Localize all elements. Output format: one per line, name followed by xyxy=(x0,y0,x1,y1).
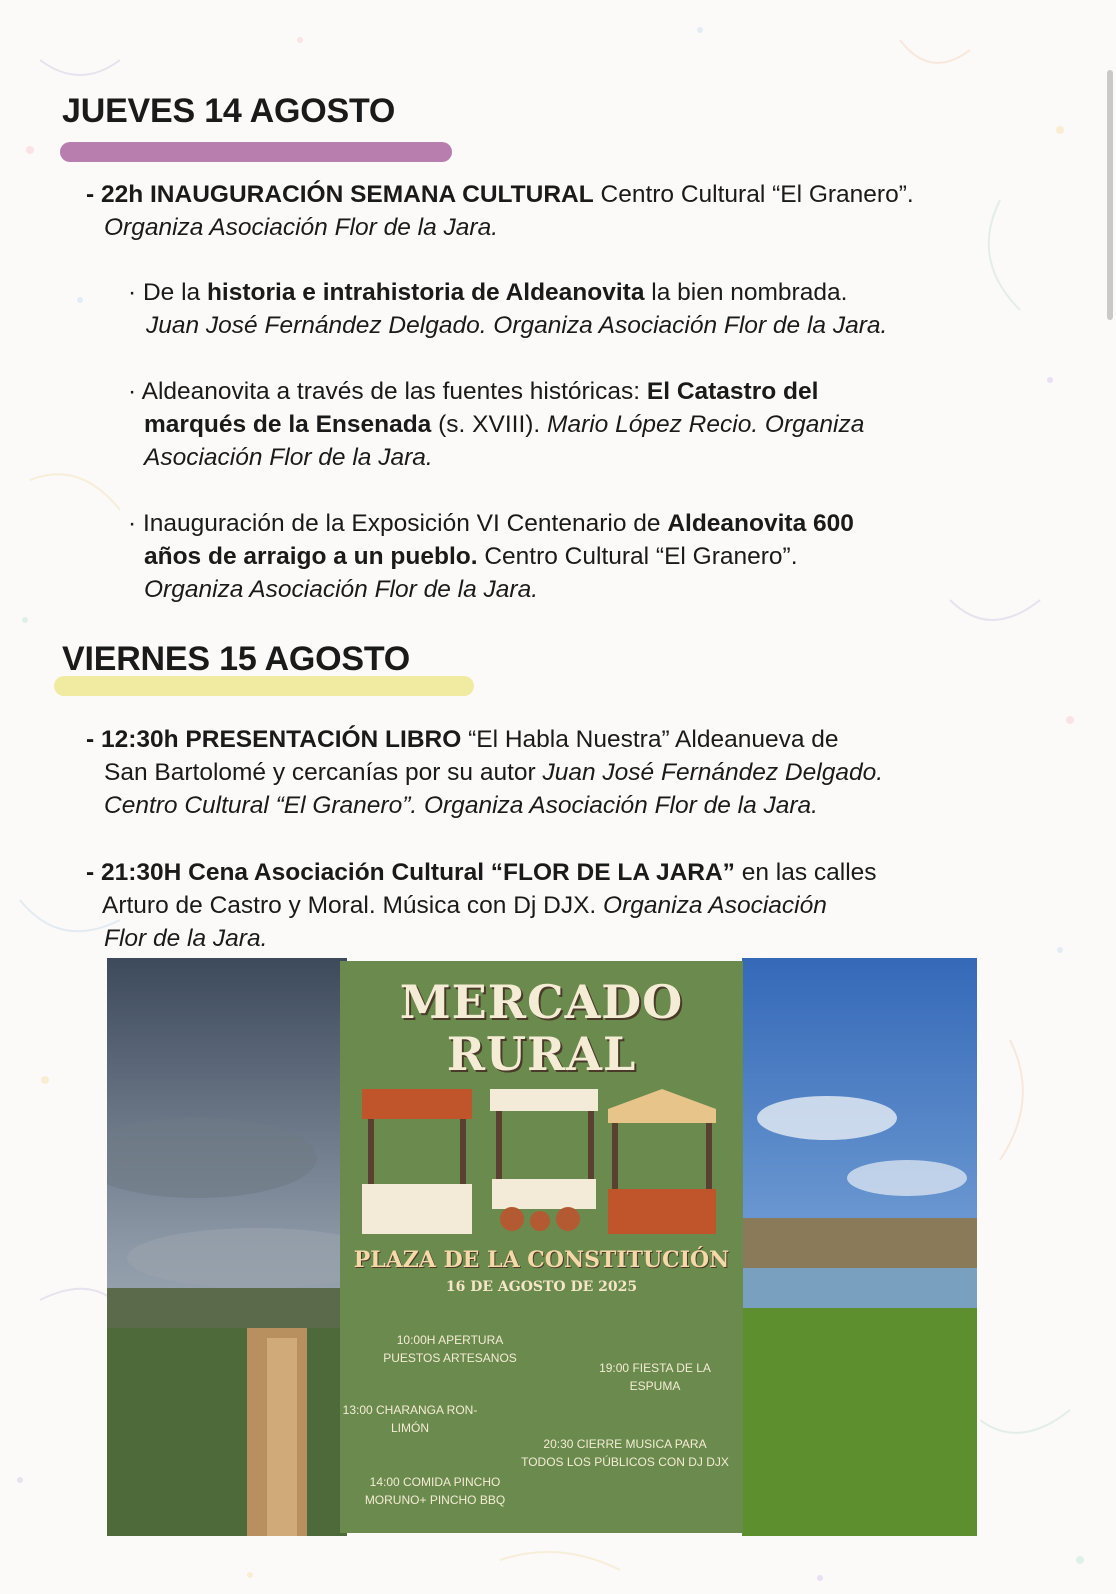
market-stalls-illustration xyxy=(362,1089,722,1239)
heading-underline xyxy=(54,676,474,696)
poster-place: PLAZA DE LA CONSTITUCIÓN xyxy=(353,1247,730,1273)
event-dinner: - 21:30H Cena Asociación Cultural “FLOR DE LA JARA” en las calles Arturo de Castro y Moral. Música con Dj DJX. Organiza Asociación Flor de la Jara. xyxy=(86,859,877,952)
poster-item-charanga: 13:00 CHARANGA RON- LIMÓN xyxy=(342,1403,478,1435)
poster-item-opening: 10:00H APERTURA PUESTOS ARTESANOS xyxy=(383,1333,517,1365)
poster-date: 16 DE AGOSTO DE 2025 xyxy=(445,1279,638,1295)
poster-item-foam-party: 19:00 FIESTA DE LA ESPUMA xyxy=(599,1361,711,1393)
day-heading: JUEVES 14 AGOSTO xyxy=(62,92,396,130)
poster-item-lunch: 14:00 COMIDA PINCHO MORUNO+ PINCHO BBQ xyxy=(364,1475,506,1507)
poster-title-line2: RURAL xyxy=(446,1027,637,1081)
day-heading: VIERNES 15 AGOSTO xyxy=(62,640,411,678)
scrollbar[interactable] xyxy=(1107,70,1113,320)
poster-title-line1: MERCADO xyxy=(399,975,684,1029)
sub-event-exhibition: · Inauguración de la Exposición VI Centenario de Aldeanovita 600 años de arraigo a un pueblo. Centro Cultural “El Granero”. Organiza Asociación Flor de la Jara. xyxy=(128,510,854,603)
sub-event-history: · De la historia e intrahistoria de Aldeanovita la bien nombrada. Juan José Fernández Delgado. Organiza Asociación Flor de la Jara. xyxy=(128,279,888,339)
heading-underline xyxy=(60,142,452,162)
event-inauguration: - 22h INAUGURACIÓN SEMANA CULTURAL Centro Cultural “El Granero”. Organiza Asociación Flor de la Jara. xyxy=(86,181,914,241)
day-section-friday xyxy=(62,640,410,679)
market-poster xyxy=(340,961,743,1533)
day-section-thursday xyxy=(62,92,395,131)
event-book-presentation: - 12:30h PRESENTACIÓN LIBRO “El Habla Nuestra” Aldeanueva de San Bartolomé y cercanías por su autor Juan José Fernández Delgado. Centro Cultural “El Granero”. Organiza Asociación Flor de la Jara. xyxy=(86,726,883,819)
sub-event-catastro: · Aldeanovita a través de las fuentes históricas: El Catastro del marqués de la Ensenada (s. XVIII). Mario López Recio. Organiza Asociación Flor de la Jara. xyxy=(128,378,865,471)
poster-item-closing: 20:30 CIERRE MUSICA PARA TODOS LOS PÚBLICOS CON DJ DJX xyxy=(521,1437,729,1469)
